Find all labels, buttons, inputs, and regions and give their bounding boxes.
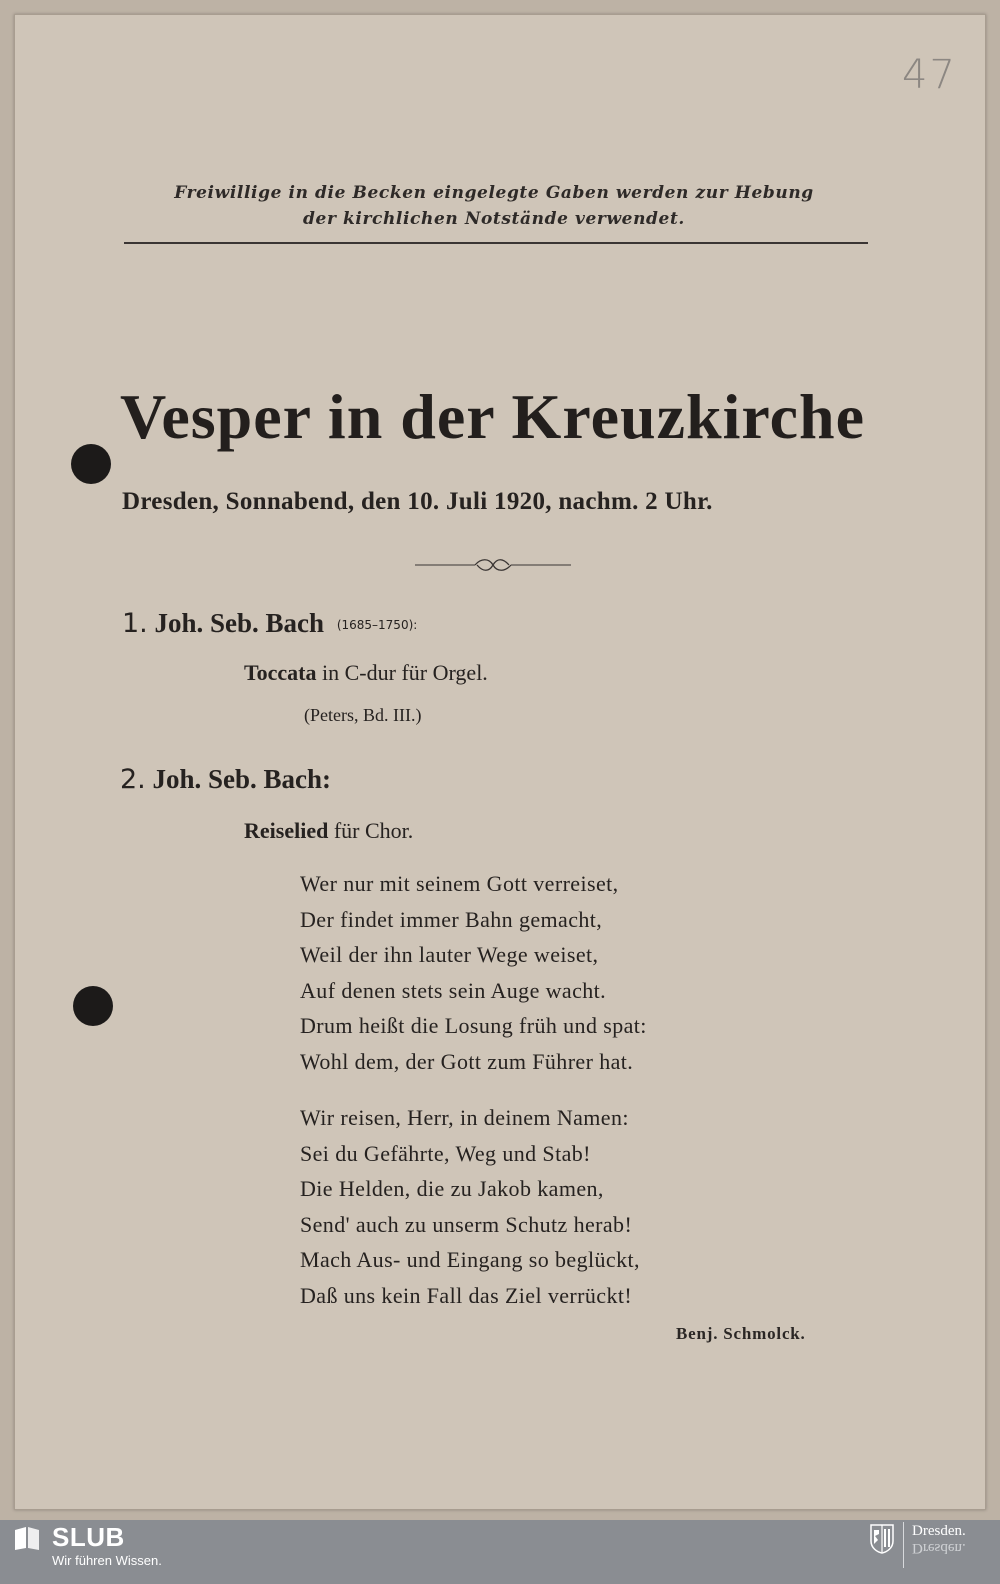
footer-divider bbox=[903, 1522, 904, 1568]
verse-line: Daß uns kein Fall das Ziel verrückt! bbox=[300, 1282, 633, 1308]
notice-rule bbox=[124, 242, 868, 244]
item-2-number: 2. bbox=[120, 764, 146, 795]
item-1-number: 1. bbox=[122, 608, 148, 639]
notice-line-2: der kirchlichen Notstände verwendet. bbox=[303, 209, 685, 229]
lyricist-credit: Benj. Schmolck. bbox=[676, 1324, 806, 1343]
verse-line: Send' auch zu unserm Schutz herab! bbox=[300, 1211, 633, 1237]
verse-line: Auf denen stets sein Auge wacht. bbox=[300, 977, 607, 1003]
event-date-line: Dresden, Sonnabend, den 10. Juli 1920, nachm. 2 Uhr. bbox=[122, 488, 713, 515]
item-2-work-rest: für Chor. bbox=[333, 818, 414, 843]
item-2-work bbox=[244, 818, 413, 844]
item-1-work-title: Toccata bbox=[244, 660, 317, 685]
verse-line: Sei du Gefährte, Weg und Stab! bbox=[300, 1140, 591, 1166]
page-title: Vesper in der Kreuzkirche bbox=[120, 381, 865, 452]
slub-book-icon[interactable] bbox=[14, 1526, 40, 1550]
notice-line-1: Freiwillige in die Becken eingelegte Gaben werden zur Hebung bbox=[174, 183, 814, 203]
dresden-wordmark[interactable]: Dresden. bbox=[912, 1523, 966, 1539]
dresden-coat-of-arms-icon[interactable] bbox=[870, 1524, 894, 1554]
item-2-work-title: Reiselied bbox=[244, 818, 329, 843]
pencil-page-number: 47 bbox=[902, 52, 957, 98]
item-2-heading bbox=[120, 764, 331, 795]
item-2-composer: Joh. Seb. Bach: bbox=[152, 764, 332, 794]
item-1-publisher: (Peters, Bd. III.) bbox=[304, 705, 422, 725]
verse-line: Mach Aus- und Eingang so beglückt, bbox=[300, 1247, 640, 1273]
verse-line: Wer nur mit seinem Gott verreiset, bbox=[300, 871, 619, 896]
punch-hole-top bbox=[71, 444, 111, 484]
dresden-wordmark-reflection: Dresden. bbox=[912, 1540, 966, 1556]
item-1-heading bbox=[122, 608, 417, 639]
punch-hole-bottom bbox=[73, 986, 113, 1026]
footer-bar bbox=[0, 1520, 1000, 1584]
item-1-work-rest: in C-dur für Orgel. bbox=[322, 660, 488, 685]
slub-tagline: Wir führen Wissen. bbox=[52, 1553, 162, 1568]
slub-brand[interactable]: SLUB bbox=[52, 1522, 125, 1552]
verse-line: Die Helden, die zu Jakob kamen, bbox=[300, 1176, 604, 1202]
verse-line: Drum heißt die Losung früh und spat: bbox=[300, 1013, 647, 1039]
verse-line: Weil der ihn lauter Wege weiset, bbox=[300, 942, 599, 968]
item-1-dates: (1685–1750): bbox=[336, 618, 418, 632]
item-1-work bbox=[244, 660, 488, 686]
verse-line: Wohl dem, der Gott zum Führer hat. bbox=[300, 1048, 634, 1074]
ornament-divider bbox=[415, 556, 571, 574]
verse-line: Der findet immer Bahn gemacht, bbox=[300, 906, 603, 932]
verse-stanza-2 bbox=[300, 1100, 820, 1314]
verse-stanza-1 bbox=[300, 866, 820, 1080]
donation-notice bbox=[124, 180, 864, 232]
verse-line: Wir reisen, Herr, in deinem Namen: bbox=[300, 1105, 629, 1130]
item-1-composer: Joh. Seb. Bach bbox=[154, 608, 325, 638]
